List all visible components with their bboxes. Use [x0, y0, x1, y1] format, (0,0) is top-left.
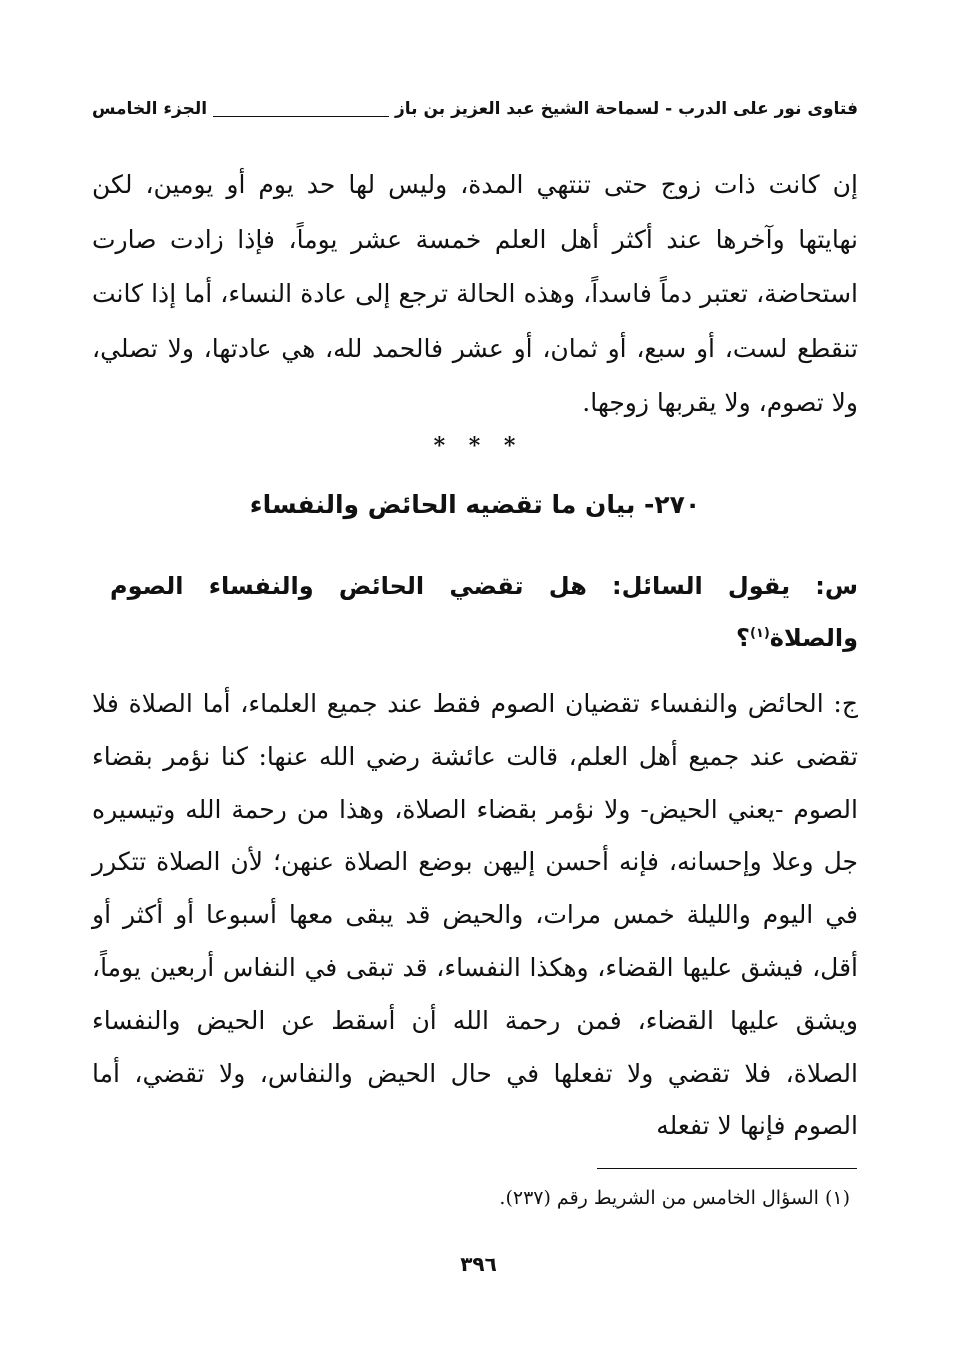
question-mark: ؟: [736, 624, 750, 652]
footnote-reference: (١): [749, 626, 770, 641]
book-title: فتاوى نور على الدرب - لسماحة الشيخ عبد العزيز بن باز: [395, 99, 858, 119]
question-text: س: يقول السائل: هل تقضي الحائض والنفساء الصوم والصلاة: [110, 572, 858, 652]
question-paragraph: [110, 560, 858, 664]
volume-label: الجزء الخامس: [92, 99, 208, 119]
page-number: ٣٩٦: [460, 1252, 497, 1276]
body-paragraph: إن كانت ذات زوج حتى تنتهي المدة، وليس لها حد يوم أو يومين، لكن نهايتها وآخرها عند أكثر أهل العلم خمسة عشر يوماً، فإذا زادت صارت استحاضة، تعتبر دماً فاسداً، وهذه الحالة ترجع إلى عادة النساء، أما إذا كانت تنقطع لست، أو سبع، أو ثمان، أو عشر فالحمد لله، هي عادتها، ولا تصلي، ولا تصوم، ولا يقربها زوجها.: [92, 170, 858, 417]
running-header: [92, 92, 858, 126]
answer-paragraph: ج: الحائض والنفساء تقضيان الصوم فقط عند جميع العلماء، أما الصلاة فلا تقضى عند جميع أهل العلم، قالت عائشة رضي الله عنها: كنا نؤمر بقضاء الصوم -يعني الحيض- ولا نؤمر بقضاء الصلاة، وهذا من رحمة الله وتيسيره جل وعلا وإحسانه، فإنه أحسن إليهن بوضع الصلاة عنهن؛ لأن الصلاة تتكرر في اليوم والليلة خمس مرات، والحيض قد يبقى معها أسبوعا أو أكثر أو أقل، فيشق عليها القضاء، وهكذا النفساء، قد تبقى في النفاس أربعين يوماً، ويشق عليها القضاء، فمن رحمة الله أن أسقط عن الحيض والنفساء الصلاة، فلا تقضي ولا تفعلها في حال الحيض والنفاس، ولا تقضي، أما الصوم فإنها لا تفعله: [92, 689, 858, 1141]
section-separator: * * *: [433, 433, 524, 459]
footnote: (١) السؤال الخامس من الشريط رقم (٢٣٧).: [499, 1187, 850, 1209]
header-rule: [213, 116, 389, 117]
section-heading: ٢٧٠- بيان ما تقضيه الحائض والنفساء: [249, 490, 701, 519]
footnote-rule: [597, 1168, 857, 1169]
